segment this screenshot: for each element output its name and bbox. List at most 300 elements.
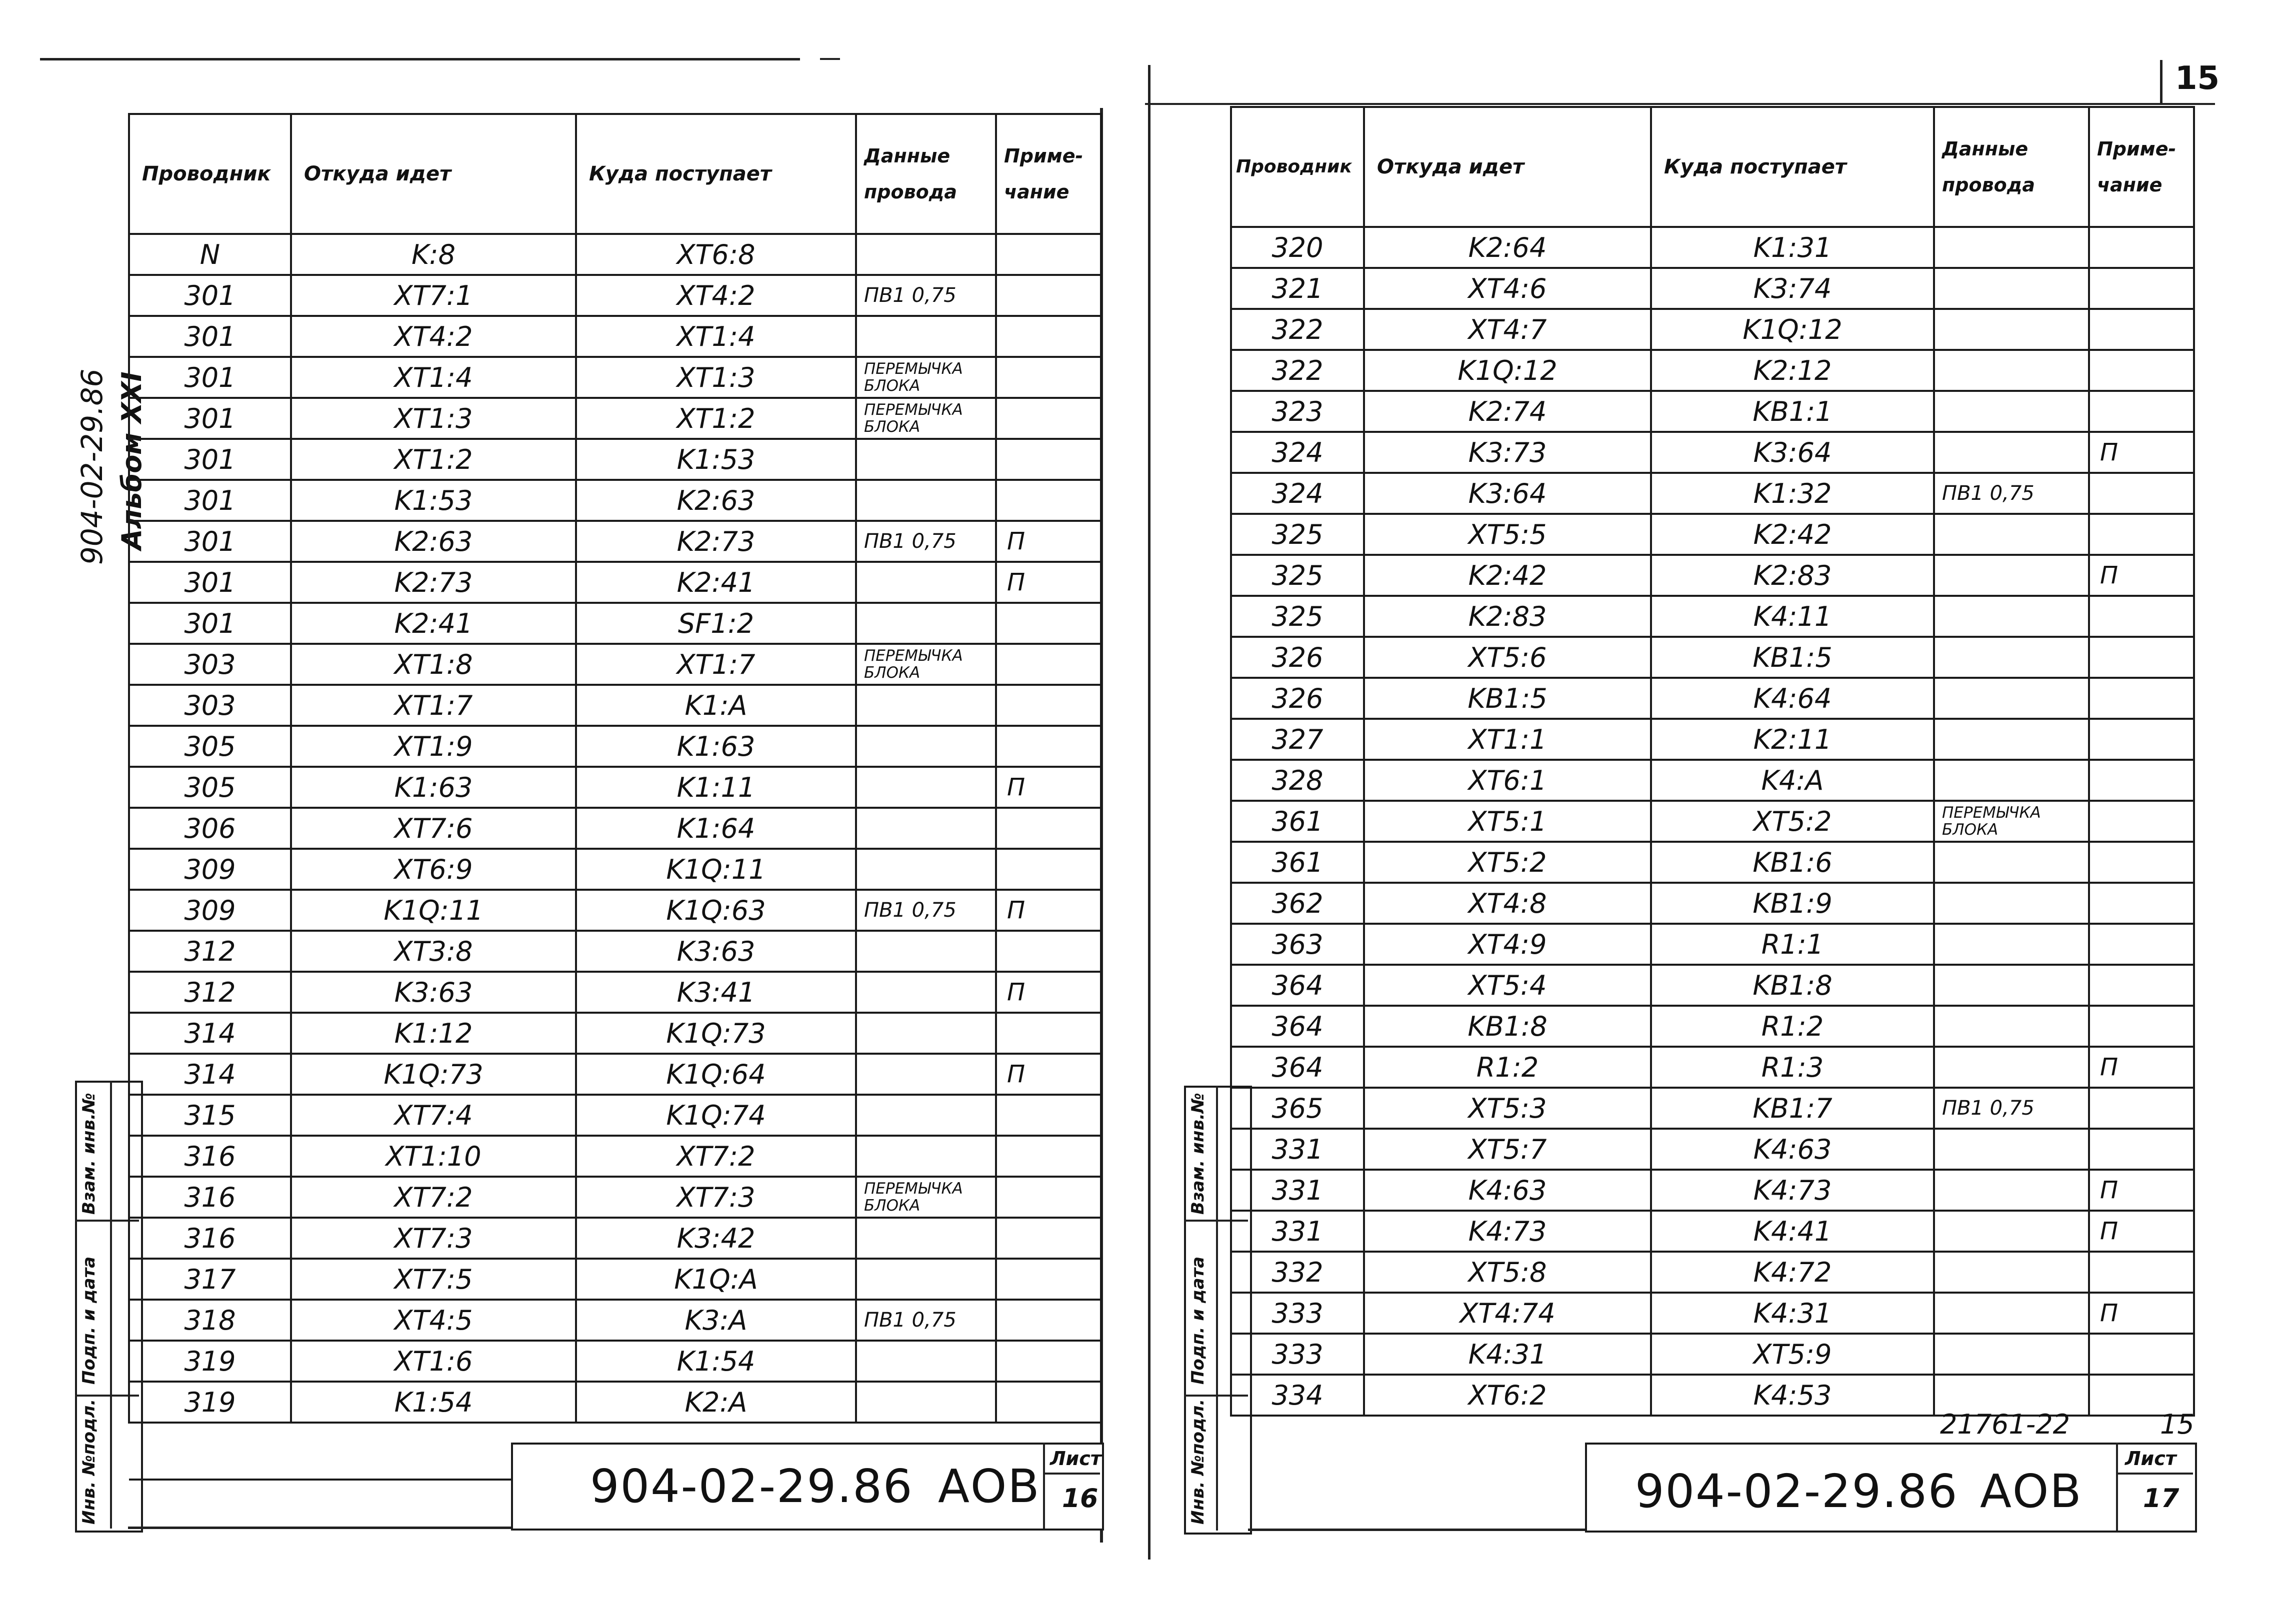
cell-wire: 314 [129, 1054, 291, 1095]
cell-note: П [2089, 1047, 2194, 1088]
header-to: Куда поступает [1651, 107, 1934, 227]
cell-to: XT7:2 [576, 1136, 856, 1177]
cell-note [2089, 760, 2194, 801]
top-rule [40, 58, 800, 60]
table-row [129, 1218, 1101, 1259]
cell-data [856, 849, 996, 890]
cell-to: R1:3 [1651, 1047, 1934, 1088]
cell-note: П [996, 890, 1101, 931]
cell-note [996, 1013, 1101, 1054]
cell-to: XT5:2 [1651, 801, 1934, 842]
cell-note: П [996, 767, 1101, 808]
cell-from: K3:63 [291, 972, 576, 1013]
cell-note [996, 931, 1101, 972]
cell-wire: 301 [129, 316, 291, 357]
cell-data [1934, 391, 2089, 432]
cell-note: П [2089, 555, 2194, 596]
cell-note: П [996, 521, 1101, 562]
cell-note [996, 644, 1101, 685]
cell-note [996, 316, 1101, 357]
cell-wire: 333 [1231, 1293, 1364, 1334]
cell-note [996, 1382, 1101, 1423]
table-row [1231, 514, 2194, 555]
cell-from: XT5:2 [1364, 842, 1651, 883]
right-title-code: 904-02-29.86 [1635, 1465, 1958, 1518]
cell-wire: N [129, 234, 291, 275]
table-row [129, 726, 1101, 767]
cell-from: XT1:10 [291, 1136, 576, 1177]
cell-wire: 324 [1231, 473, 1364, 514]
cell-data [1934, 719, 2089, 760]
cell-to: K4:31 [1651, 1293, 1934, 1334]
cell-from: XT5:1 [1364, 801, 1651, 842]
cell-note [996, 1177, 1101, 1218]
cell-from: XT4:7 [1364, 309, 1651, 350]
cell-data [1934, 268, 2089, 309]
cell-wire: 301 [129, 398, 291, 439]
cell-to: K1:31 [1651, 227, 1934, 268]
cell-wire: 319 [129, 1382, 291, 1423]
cell-note [996, 1259, 1101, 1300]
cell-to: XT1:7 [576, 644, 856, 685]
cell-wire: 301 [129, 275, 291, 316]
cell-wire: 363 [1231, 924, 1364, 965]
cell-note [2089, 1252, 2194, 1293]
cell-from: K1Q:11 [291, 890, 576, 931]
stamp-page: 15 [2160, 1409, 2194, 1440]
cell-to: K1Q:73 [576, 1013, 856, 1054]
table-row [1231, 555, 2194, 596]
cell-data [856, 398, 996, 439]
cell-data [1934, 1006, 2089, 1047]
left-sheet-number: 16 [1062, 1484, 1098, 1514]
cell-from: XT4:74 [1364, 1293, 1651, 1334]
cell-data [856, 234, 996, 275]
table-row [129, 1300, 1101, 1341]
cell-to: KB1:7 [1651, 1088, 1934, 1129]
cell-from: K1Q:73 [291, 1054, 576, 1095]
cell-from: XT5:7 [1364, 1129, 1651, 1170]
cell-note [2089, 391, 2194, 432]
cell-from: K1:54 [291, 1382, 576, 1423]
right-strip-divider [1216, 1086, 1218, 1531]
cell-from: XT1:2 [291, 439, 576, 480]
left-strip-podp: Подп. и дата [79, 1256, 99, 1385]
cell-wire: 331 [1231, 1211, 1364, 1252]
cell-data [1934, 596, 2089, 637]
table-row [1231, 801, 2194, 842]
table-row [1231, 678, 2194, 719]
header-data-line-1: Данные [1942, 138, 2028, 160]
cell-wire: 331 [1231, 1170, 1364, 1211]
header-to: Куда поступает [576, 114, 856, 234]
cell-to: XT6:8 [576, 234, 856, 275]
cell-note [996, 726, 1101, 767]
cell-to: K1Q:64 [576, 1054, 856, 1095]
cell-to: K1Q:11 [576, 849, 856, 890]
right-strip-vzam: Взам. инв.№ [1188, 1093, 1208, 1215]
cell-from: K2:74 [1364, 391, 1651, 432]
table-row [129, 1341, 1101, 1382]
left-wire-table [128, 113, 1102, 1481]
cell-note [2089, 473, 2194, 514]
cell-to: R1:1 [1651, 924, 1934, 965]
cell-to: K3:64 [1651, 432, 1934, 473]
cell-wire: 305 [129, 767, 291, 808]
cell-to: XT7:3 [576, 1177, 856, 1218]
page-number: 15 [2175, 60, 2220, 97]
cell-note [2089, 309, 2194, 350]
header-data [1934, 107, 2089, 227]
cell-wire: 322 [1231, 309, 1364, 350]
cell-data [856, 1013, 996, 1054]
cell-wire: 306 [129, 808, 291, 849]
cell-data [856, 316, 996, 357]
cell-wire: 332 [1231, 1252, 1364, 1293]
cell-note [996, 603, 1101, 644]
right-table-body [1231, 227, 2194, 1416]
header-from: Откуда идет [1364, 107, 1651, 227]
cell-from: K2:42 [1364, 555, 1651, 596]
table-row [129, 1177, 1101, 1218]
cell-wire: 362 [1231, 883, 1364, 924]
cell-from: K2:83 [1364, 596, 1651, 637]
cell-data [856, 1259, 996, 1300]
cell-from: KB1:8 [1364, 1006, 1651, 1047]
cell-from: XT5:4 [1364, 965, 1651, 1006]
cell-data [856, 726, 996, 767]
cell-wire: 312 [129, 931, 291, 972]
cell-wire: 361 [1231, 842, 1364, 883]
cell-to: XT5:9 [1651, 1334, 1934, 1375]
cell-data [1934, 760, 2089, 801]
left-title-sheet-divider [1043, 1473, 1100, 1475]
table-row [129, 767, 1101, 808]
cell-note: П [2089, 432, 2194, 473]
cell-from: XT6:9 [291, 849, 576, 890]
table-row [1231, 1006, 2194, 1047]
cell-data [856, 1177, 996, 1218]
cell-to: K2:12 [1651, 350, 1934, 391]
cell-wire: 323 [1231, 391, 1364, 432]
table-row [129, 1382, 1101, 1423]
left-sheet-label: Лист [1050, 1448, 1102, 1470]
table-row [1231, 1170, 2194, 1211]
cell-data: ПВ1 0,75 [856, 521, 996, 562]
cell-wire: 315 [129, 1095, 291, 1136]
cell-from: XT4:6 [1364, 268, 1651, 309]
right-title-section: АОВ [1980, 1465, 2082, 1518]
cell-note: П [996, 1054, 1101, 1095]
cell-note [2089, 637, 2194, 678]
top-rule-long [1145, 103, 2215, 105]
header-wire: Проводник [129, 114, 291, 234]
cell-from: K1:63 [291, 767, 576, 808]
cell-from: K4:73 [1364, 1211, 1651, 1252]
table-row [1231, 1211, 2194, 1252]
cell-note [2089, 514, 2194, 555]
cell-from: XT5:8 [1364, 1252, 1651, 1293]
cell-note [2089, 924, 2194, 965]
header-data-line-2: провода [1942, 174, 2036, 196]
cell-wire: 305 [129, 726, 291, 767]
cell-note: П [2089, 1170, 2194, 1211]
cell-to: K4:53 [1651, 1375, 1934, 1416]
cell-wire: 365 [1231, 1088, 1364, 1129]
table-row [1231, 924, 2194, 965]
jumper-label: ПЕРЕМЫЧКА БЛОКА [1942, 804, 2041, 839]
cell-note [996, 1341, 1101, 1382]
right-title-divider [2116, 1443, 2118, 1531]
table-row [1231, 965, 2194, 1006]
cell-from: XT7:6 [291, 808, 576, 849]
table-row [1231, 883, 2194, 924]
cell-data [1934, 801, 2089, 842]
cell-wire: 364 [1231, 1047, 1364, 1088]
jumper-label: ПЕРЕМЫЧКА БЛОКА [864, 1180, 963, 1215]
cell-to: KB1:1 [1651, 391, 1934, 432]
cell-to: K3:41 [576, 972, 856, 1013]
cell-from: XT5:5 [1364, 514, 1651, 555]
cell-from: K:8 [291, 234, 576, 275]
cell-data [1934, 1129, 2089, 1170]
table-row [129, 1013, 1101, 1054]
cell-to: KB1:9 [1651, 883, 1934, 924]
cell-note: П [2089, 1293, 2194, 1334]
cell-data [1934, 1047, 2089, 1088]
page-number-divider [2160, 60, 2162, 103]
cell-to: R1:2 [1651, 1006, 1934, 1047]
cell-wire: 309 [129, 849, 291, 890]
table-row [129, 275, 1101, 316]
cell-wire: 361 [1231, 801, 1364, 842]
cell-note: П [2089, 1211, 2194, 1252]
cell-wire: 316 [129, 1136, 291, 1177]
table-row [1231, 719, 2194, 760]
cell-data [856, 603, 996, 644]
cell-wire: 303 [129, 685, 291, 726]
cell-note [2089, 1129, 2194, 1170]
cell-to: XT1:2 [576, 398, 856, 439]
cell-wire: 331 [1231, 1129, 1364, 1170]
left-title-code: 904-02-29.86 [590, 1460, 914, 1513]
cell-data [1934, 1334, 2089, 1375]
cell-to: K1:A [576, 685, 856, 726]
cell-from: K1Q:12 [1364, 350, 1651, 391]
table-row [129, 521, 1101, 562]
right-sheet-number: 17 [2143, 1484, 2180, 1514]
cell-data [1934, 1211, 2089, 1252]
cell-from: K4:31 [1364, 1334, 1651, 1375]
cell-from: K2:63 [291, 521, 576, 562]
cell-from: XT6:2 [1364, 1375, 1651, 1416]
cell-note [996, 1136, 1101, 1177]
cell-data [856, 357, 996, 398]
cell-to: K1:53 [576, 439, 856, 480]
cell-wire: 301 [129, 603, 291, 644]
right-strip-inv: Инв. №подл. [1188, 1399, 1208, 1525]
left-header-row [129, 114, 1101, 234]
header-note [2089, 107, 2194, 227]
cell-wire: 301 [129, 562, 291, 603]
cell-to: K4:11 [1651, 596, 1934, 637]
right-header-row [1231, 107, 2194, 227]
cell-wire: 301 [129, 439, 291, 480]
cell-to: K1Q:A [576, 1259, 856, 1300]
cell-to: K1:63 [576, 726, 856, 767]
cell-wire: 322 [1231, 350, 1364, 391]
table-row [129, 890, 1101, 931]
table-row [1231, 1088, 2194, 1129]
cell-to: K2:A [576, 1382, 856, 1423]
table-row [129, 849, 1101, 890]
cell-from: K1:53 [291, 480, 576, 521]
cell-note [2089, 1088, 2194, 1129]
cell-wire: 303 [129, 644, 291, 685]
cell-data [1934, 678, 2089, 719]
cell-to: KB1:5 [1651, 637, 1934, 678]
table-row [129, 1259, 1101, 1300]
cell-note: П [996, 972, 1101, 1013]
cell-data [856, 931, 996, 972]
cell-from: XT7:2 [291, 1177, 576, 1218]
left-title-divider [1043, 1443, 1045, 1529]
cell-wire: 327 [1231, 719, 1364, 760]
cell-to: SF1:2 [576, 603, 856, 644]
cell-wire: 318 [129, 1300, 291, 1341]
table-row [129, 644, 1101, 685]
cell-note [2089, 678, 2194, 719]
cell-note [996, 1218, 1101, 1259]
cell-data [856, 1218, 996, 1259]
table-row [129, 685, 1101, 726]
cell-from: XT1:1 [1364, 719, 1651, 760]
cell-data [856, 644, 996, 685]
table-row [1231, 309, 2194, 350]
cell-data [856, 439, 996, 480]
jumper-label: ПЕРЕМЫЧКА БЛОКА [864, 360, 963, 395]
cell-data [1934, 555, 2089, 596]
table-row [129, 931, 1101, 972]
table-row [1231, 227, 2194, 268]
table-row [1231, 842, 2194, 883]
table-row [1231, 760, 2194, 801]
table-row [1231, 1252, 2194, 1293]
cell-data: ПВ1 0,75 [856, 275, 996, 316]
left-strip-vzam: Взам. инв.№ [79, 1093, 99, 1215]
header-note-line-1: Приме- [1004, 145, 1084, 167]
cell-from: XT7:3 [291, 1218, 576, 1259]
cell-to: K4:A [1651, 760, 1934, 801]
cell-from: K1:12 [291, 1013, 576, 1054]
cell-to: K4:64 [1651, 678, 1934, 719]
side-doc-code: 904-02-29.86 [75, 368, 109, 565]
cell-wire: 301 [129, 480, 291, 521]
table-row [129, 1095, 1101, 1136]
cell-note [996, 439, 1101, 480]
cell-data: ПВ1 0,75 [856, 1300, 996, 1341]
cell-from: XT5:6 [1364, 637, 1651, 678]
cell-wire: 320 [1231, 227, 1364, 268]
cell-data [856, 1136, 996, 1177]
table-row [1231, 1334, 2194, 1375]
cell-wire: 316 [129, 1218, 291, 1259]
cell-wire: 364 [1231, 965, 1364, 1006]
cell-to: K3:74 [1651, 268, 1934, 309]
stamp-number: 21761-22 [1940, 1409, 2070, 1440]
cell-from: XT1:6 [291, 1341, 576, 1382]
cell-to: K4:73 [1651, 1170, 1934, 1211]
cell-from: K2:64 [1364, 227, 1651, 268]
cell-from: XT7:1 [291, 275, 576, 316]
cell-note [2089, 596, 2194, 637]
table-row [1231, 391, 2194, 432]
cell-data [1934, 842, 2089, 883]
cell-note [2089, 1006, 2194, 1047]
right-sheet-label: Лист [2125, 1448, 2176, 1470]
cell-data [1934, 1252, 2089, 1293]
cell-data [856, 808, 996, 849]
cell-data [856, 1341, 996, 1382]
header-data [856, 114, 996, 234]
cell-to: K4:72 [1651, 1252, 1934, 1293]
cell-note: П [996, 562, 1101, 603]
table-row [1231, 432, 2194, 473]
jumper-label: ПЕРЕМЫЧКА БЛОКА [864, 401, 963, 436]
right-strip-podp: Подп. и дата [1188, 1256, 1208, 1385]
cell-data [1934, 350, 2089, 391]
cell-wire: 324 [1231, 432, 1364, 473]
cell-note [2089, 883, 2194, 924]
cell-to: K1Q:74 [576, 1095, 856, 1136]
cell-to: K3:63 [576, 931, 856, 972]
cell-data [856, 562, 996, 603]
cell-from: XT1:4 [291, 357, 576, 398]
top-rule-right [820, 58, 840, 60]
cell-wire: 309 [129, 890, 291, 931]
cell-note [996, 398, 1101, 439]
cell-from: XT1:8 [291, 644, 576, 685]
cell-note [996, 234, 1101, 275]
cell-from: K4:63 [1364, 1170, 1651, 1211]
cell-data [1934, 637, 2089, 678]
left-title-section: АОВ [938, 1460, 1040, 1513]
cell-from: R1:2 [1364, 1047, 1651, 1088]
cell-wire: 326 [1231, 678, 1364, 719]
cell-from: XT1:7 [291, 685, 576, 726]
header-data-line-1: Данные [864, 145, 950, 167]
table-row [1231, 1047, 2194, 1088]
cell-to: K2:41 [576, 562, 856, 603]
cell-to: K1Q:12 [1651, 309, 1934, 350]
cell-from: K3:73 [1364, 432, 1651, 473]
cell-note [996, 685, 1101, 726]
cell-wire: 325 [1231, 596, 1364, 637]
cell-from: XT1:3 [291, 398, 576, 439]
cell-data [856, 767, 996, 808]
cell-to: K4:63 [1651, 1129, 1934, 1170]
header-wire: Проводник [1231, 107, 1364, 227]
cell-to: K3:A [576, 1300, 856, 1341]
cell-from: K2:73 [291, 562, 576, 603]
cell-note [996, 849, 1101, 890]
cell-wire: 333 [1231, 1334, 1364, 1375]
table-row [129, 562, 1101, 603]
cell-data [1934, 1170, 2089, 1211]
table-row [1231, 350, 2194, 391]
cell-data [856, 972, 996, 1013]
cell-from: XT7:4 [291, 1095, 576, 1136]
